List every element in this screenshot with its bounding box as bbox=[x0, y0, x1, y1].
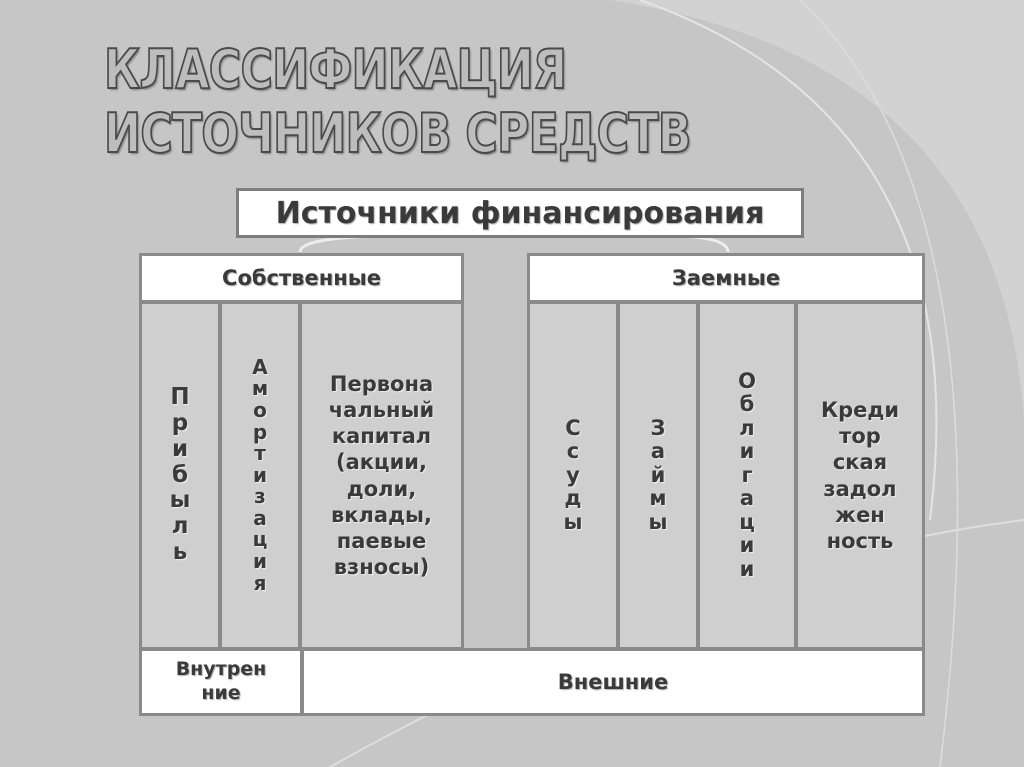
group-borrowed-label: Заемные bbox=[671, 266, 781, 290]
group-own-label: Собственные bbox=[222, 266, 381, 290]
slide-title: КЛАССИФИКАЦИЯ ИСТОЧНИКОВ СРЕДСТВ bbox=[104, 38, 691, 165]
root-box bbox=[236, 188, 804, 238]
root-label: Источники финансирования bbox=[275, 195, 765, 231]
source-label: О б л и г а ц и и bbox=[738, 368, 756, 581]
source-column-payables bbox=[795, 301, 925, 650]
bottom-external bbox=[301, 648, 925, 716]
source-label: С с у д ы bbox=[563, 415, 583, 534]
source-label: Креди тор ская задол жен ность bbox=[820, 397, 900, 553]
bottom-internal-label: Внутрен ние bbox=[175, 658, 267, 704]
source-label: З а й м ы bbox=[648, 415, 668, 534]
source-column-borrowings bbox=[617, 301, 699, 650]
group-own bbox=[139, 253, 464, 303]
source-label: П р и б ы л ь bbox=[169, 384, 191, 565]
bottom-internal bbox=[139, 648, 303, 716]
source-column-loans bbox=[527, 301, 619, 650]
bottom-external-label: Внешние bbox=[557, 670, 669, 694]
source-column-initial-capital bbox=[299, 301, 464, 650]
source-label: Первона чальный капитал (акции, доли, вклады, паевые взносы) bbox=[328, 371, 435, 580]
source-column-profit bbox=[139, 301, 221, 650]
source-label: А м о р т и з а ц и я bbox=[251, 354, 269, 595]
group-borrowed bbox=[527, 253, 925, 303]
source-column-amortization bbox=[219, 301, 301, 650]
source-column-bonds bbox=[697, 301, 797, 650]
